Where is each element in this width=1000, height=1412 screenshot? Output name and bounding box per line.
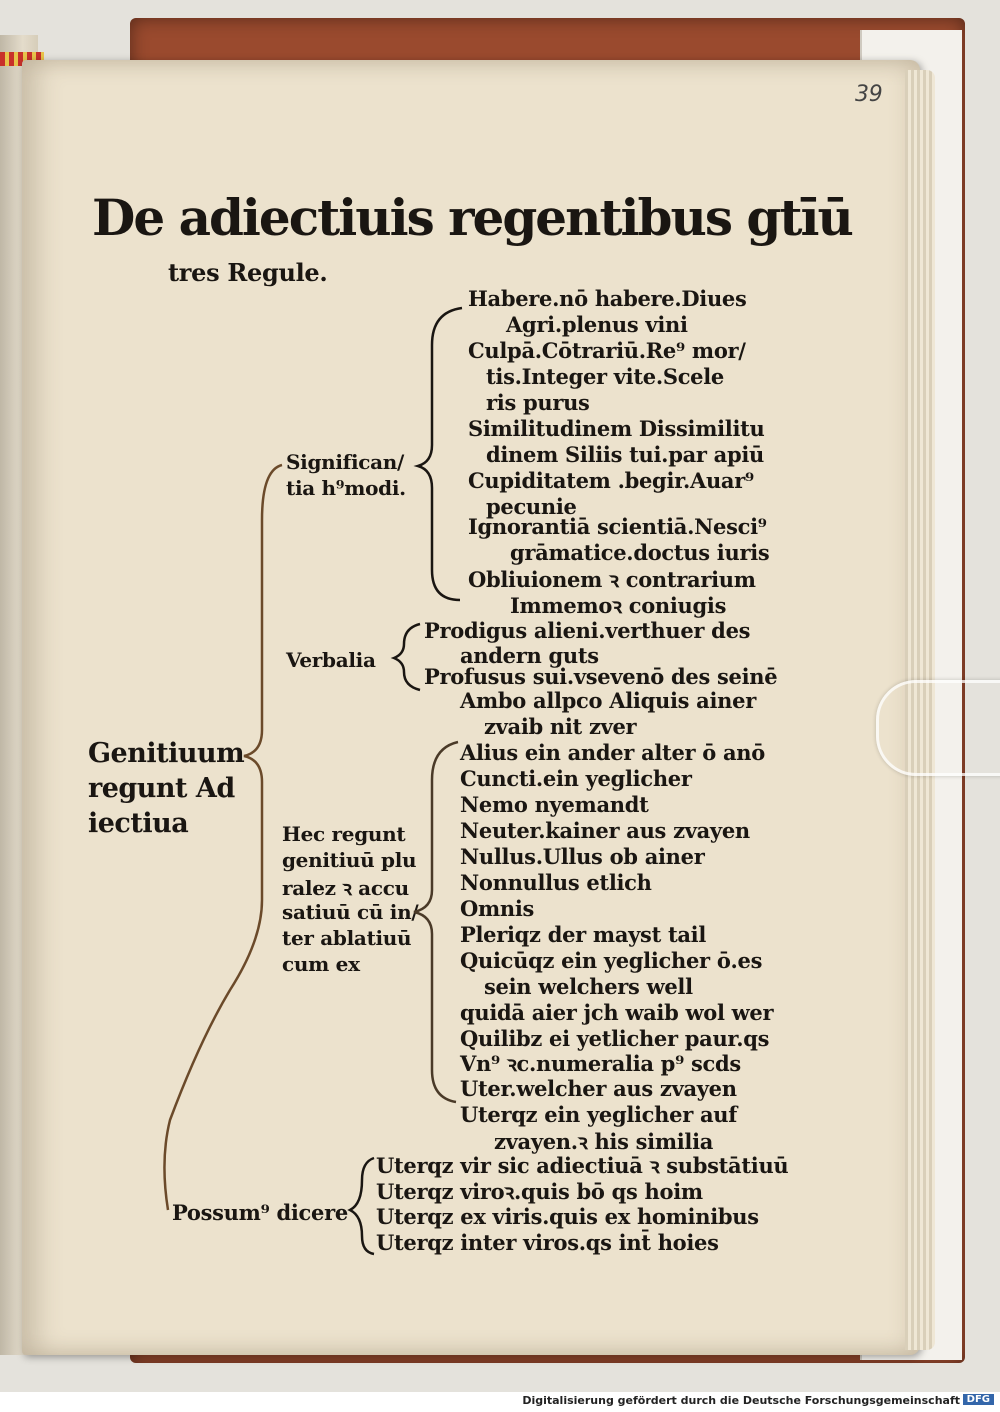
branch-label-significantia: Significan/	[286, 450, 405, 474]
list-item: Quilibz ei yetlicher paur.qs	[460, 1026, 770, 1051]
list-item: Cupiditatem .begir.Auar⁹	[468, 468, 754, 493]
branch-label-verbalia: Verbalia	[286, 648, 376, 672]
list-item: quidā aier jch waib wol wer	[460, 1000, 774, 1025]
list-item: Habere.nō habere.Diues	[468, 286, 747, 311]
list-item: Immemoꝛ coniugis	[510, 593, 727, 618]
possumus-brace	[350, 1158, 374, 1254]
list-item: Nonnullus etlich	[460, 870, 652, 895]
main-bracket	[164, 465, 282, 1210]
list-item: grāmatice.doctus iuris	[510, 540, 770, 565]
footer-credit: Digitalisierung gefördert durch die Deutsche Forschungsgemeinschaft	[522, 1394, 960, 1407]
list-item: Prodigus alieni.verthuer des	[424, 618, 751, 643]
list-item: Agri.plenus vini	[506, 312, 688, 337]
list-item: zvayen.ꝛ his similia	[494, 1129, 714, 1154]
list-item: Uter.welcher aus zvayen	[460, 1076, 737, 1101]
branch-label-hec-regunt: genitiuū plu	[282, 848, 417, 872]
list-item: Neuter.kainer aus zvayen	[460, 818, 750, 843]
list-item: Cuncti.ein yeglicher	[460, 766, 692, 791]
list-item: Ignorantiā scientiā.Nesci⁹	[468, 514, 767, 539]
significantia-brace	[418, 308, 462, 600]
list-item: Culpā.Cōtrariū.Re⁹ mor/	[468, 338, 746, 363]
page-title: De adiectiuis regentibus gtīū	[92, 188, 852, 247]
root-label-line: iectiua	[88, 808, 189, 839]
branch-label-significantia: tia h⁹modi.	[286, 476, 406, 500]
list-item: Profusus sui.vsevenō des seinē	[424, 664, 778, 689]
list-item: zvaib nit zver	[484, 714, 637, 739]
branch-label-hec-regunt: Hec regunt	[282, 822, 406, 846]
list-item: Alius ein ander alter ō anō	[460, 740, 765, 765]
page-number: 39	[855, 82, 883, 107]
list-item: Omnis	[460, 896, 535, 921]
hec-regunt-brace	[414, 742, 458, 1102]
list-item: Obliuionem ꝛ contrarium	[468, 567, 756, 592]
list-item: Vn⁹ ꝛc.numeralia p⁹ scds	[460, 1051, 741, 1076]
list-item: sein welchers well	[484, 974, 693, 999]
list-item: Uterqz ex viris.quis ex hominibus	[376, 1204, 759, 1229]
list-item: pecunie	[486, 494, 577, 519]
root-label-line: regunt Ad	[88, 773, 235, 804]
list-item: Quicūqz ein yeglicher ō.es	[460, 948, 763, 973]
footer-bar	[0, 1392, 1000, 1412]
list-item: Similitudinem Dissimilitu	[468, 416, 765, 441]
branch-label-hec-regunt: ter ablatiuū	[282, 926, 412, 950]
root-label-line: Genitiuum	[88, 738, 245, 769]
list-item: Ambo allpco Aliquis ainer	[460, 688, 756, 713]
list-item: Uterqz vir sic adiectiuā ꝛ substātiuū	[376, 1153, 789, 1178]
branch-label-hec-regunt: satiuū cū in/	[282, 900, 419, 924]
branch-label-hec-regunt: ralez ꝛ accu	[282, 876, 409, 900]
list-item: Uterqz inter viros.qs int̄ hoies	[376, 1230, 719, 1255]
verbalia-brace	[394, 624, 420, 690]
list-item: Pleriqz der mayst tail	[460, 922, 707, 947]
list-item: tis.Integer vite.Scele	[486, 364, 724, 389]
dfg-logo: DFG	[963, 1394, 994, 1405]
list-item: ris purus	[486, 390, 590, 415]
list-item: Uterqz viroꝛ.quis bō qs hoim	[376, 1179, 703, 1204]
list-item: Uterqz ein yeglicher auf	[460, 1102, 737, 1127]
page-subtitle: tres Regule.	[168, 258, 328, 287]
list-item: dinem Siliis tui.par apiū	[486, 442, 764, 467]
branch-label-possumus: Possum⁹ dicere	[172, 1200, 348, 1225]
list-item: andern guts	[460, 643, 599, 668]
list-item: Nullus.Ullus ob ainer	[460, 844, 705, 869]
branch-label-hec-regunt: cum ex	[282, 952, 360, 976]
list-item: Nemo nyemandt	[460, 792, 649, 817]
